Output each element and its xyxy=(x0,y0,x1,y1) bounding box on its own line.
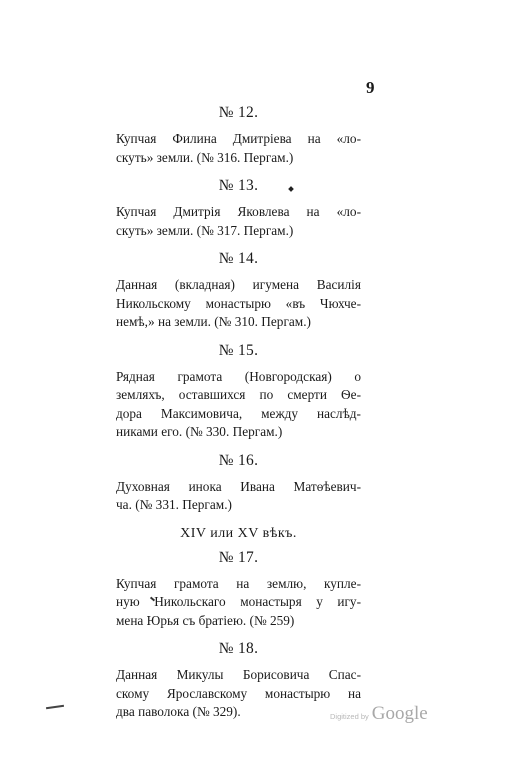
entry-line: земляхъ, оставшихся по смерти Ѳе- xyxy=(116,387,361,402)
entry-heading: № 18. xyxy=(218,640,259,657)
entry-text xyxy=(116,666,361,722)
entry-line: дора Максимовича, между наслѣд- xyxy=(116,405,361,421)
entry-line: скуть» земли. (№ 317. Пергам.) xyxy=(116,222,294,238)
page-number: 9 xyxy=(366,78,375,97)
document-body xyxy=(116,104,361,732)
entry-line: ную Никольскаго монастыря у игу- xyxy=(116,594,361,609)
entry-text xyxy=(116,368,361,442)
entry-12 xyxy=(116,104,361,167)
entry-heading: № 15. xyxy=(218,341,259,359)
entry-18 xyxy=(116,640,361,722)
entry-text xyxy=(116,203,361,240)
entry-line: немѣ,» на земли. (№ 310. Пергам.) xyxy=(116,314,311,329)
entry-heading: № 13. xyxy=(218,177,259,194)
entry-line: Данная Микулы Борисовича Спас- xyxy=(116,667,361,682)
entry-text xyxy=(116,575,361,631)
entry-17 xyxy=(116,549,361,631)
entry-16 xyxy=(116,452,361,515)
digitized-watermark xyxy=(330,703,428,725)
section-header: XIV или XV вѣкъ. xyxy=(180,525,297,541)
entry-heading: № 17. xyxy=(218,548,259,566)
entry-line: скуть» земли. (№ 316. Пергам.) xyxy=(116,149,294,165)
entry-line: мена Юрья съ братіею. (№ 259) xyxy=(116,612,295,628)
entry-text xyxy=(116,478,361,515)
margin-mark xyxy=(46,705,64,709)
entry-heading: № 12. xyxy=(218,104,259,121)
entry-line: скому Ярославскому монастырю на xyxy=(116,685,361,701)
entry-line: ча. (№ 331. Пергам.) xyxy=(116,497,232,512)
entry-15 xyxy=(116,342,361,442)
entry-13 xyxy=(116,177,361,240)
entry-heading: № 14. xyxy=(218,250,259,267)
entry-line: Купчая грамота на землю, купле- xyxy=(116,575,361,591)
google-logo-text: Google xyxy=(371,703,428,724)
entry-line: Купчая Дмитрія Яковлева на «ло- xyxy=(116,204,361,219)
entry-line: два паволока (№ 329). xyxy=(116,704,241,719)
entry-line: Купчая Филина Дмитріева на «ло- xyxy=(116,131,361,146)
entry-text xyxy=(116,276,361,332)
entry-heading: № 16. xyxy=(218,451,259,469)
watermark-prefix: Digitized by xyxy=(330,712,369,721)
entry-line: Никольскому монастырю «въ Чюхче- xyxy=(116,295,361,311)
entry-line: Духовная инока Ивана Матѳѣевич- xyxy=(116,478,361,494)
entry-line: Данная (вкладная) игумена Василія xyxy=(116,277,361,292)
entry-line: никами его. (№ 330. Пергам.) xyxy=(116,424,283,439)
entry-line: Рядная грамота (Новгородская) о xyxy=(116,368,361,384)
entry-text xyxy=(116,130,361,167)
entry-14 xyxy=(116,250,361,332)
